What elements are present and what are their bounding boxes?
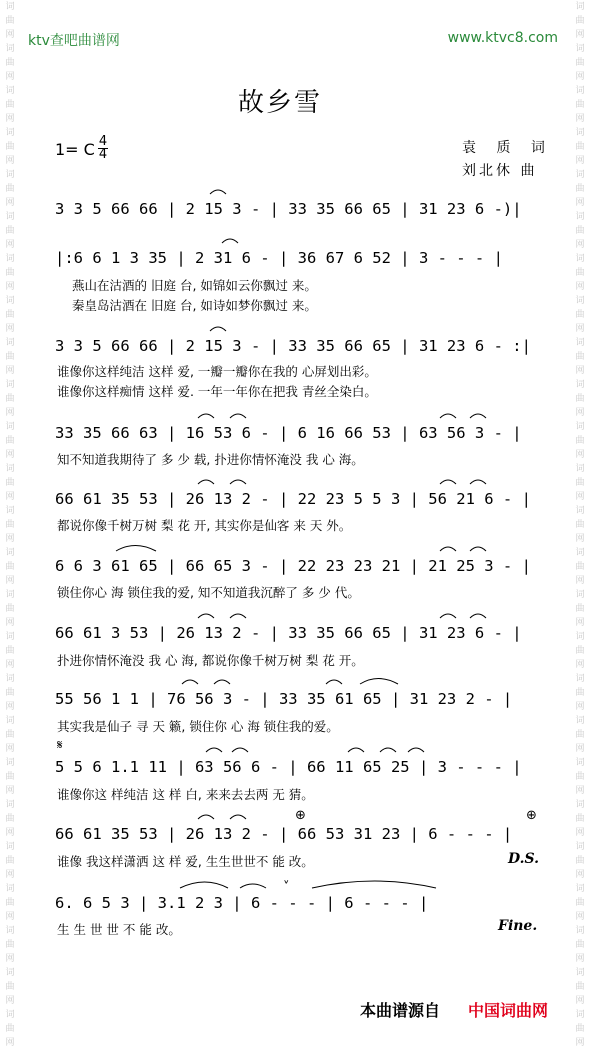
score-row-2-notes: |:6 6 1 3 35 | 2 31 6 - | 36 67 6 52 | 3 - - - | bbox=[55, 249, 503, 267]
score-row-10-notes: 66 61 35 53 | 26 13 2 - | 66 53 31 23 | 6 - - - | bbox=[55, 825, 513, 843]
score-row-10-lyric: 谁像 我这样潇洒 这 样 爱, 生生世世不 能 改。 bbox=[57, 854, 314, 869]
watermark-char: 网 bbox=[5, 534, 15, 544]
watermark-char: 词 bbox=[5, 758, 15, 768]
watermark-char: 网 bbox=[5, 198, 15, 208]
watermark-char: 曲 bbox=[575, 352, 585, 362]
watermark-char: 词 bbox=[5, 926, 15, 936]
watermark-char: 网 bbox=[5, 1038, 15, 1046]
watermark-char: 曲 bbox=[5, 1024, 15, 1034]
watermark-char: 词 bbox=[575, 590, 585, 600]
score-row-8-lyric: 其实我是仙子 寻 天 籁, 锁住你 心 海 锁住我的爱。 bbox=[57, 719, 339, 734]
watermark-char: 词 bbox=[5, 170, 15, 180]
watermark-char: 网 bbox=[5, 282, 15, 292]
watermark-char: 曲 bbox=[5, 16, 15, 26]
watermark-char: 网 bbox=[5, 702, 15, 712]
watermark-char: 网 bbox=[5, 72, 15, 82]
watermark-char: 词 bbox=[5, 842, 15, 852]
watermark-char: 网 bbox=[575, 870, 585, 880]
watermark-char: 网 bbox=[575, 198, 585, 208]
watermark-char: 词 bbox=[575, 44, 585, 54]
watermark-char: 曲 bbox=[5, 310, 15, 320]
watermark-char: 网 bbox=[5, 408, 15, 418]
composer-credit: 刘北休 曲 bbox=[462, 163, 538, 179]
watermark-char: 网 bbox=[575, 1038, 585, 1046]
watermark-char: 词 bbox=[575, 170, 585, 180]
slur bbox=[232, 748, 248, 752]
watermark-char: 网 bbox=[575, 366, 585, 376]
score-row-11-lyric: 生 生 世 世 不 能 改。 bbox=[57, 922, 181, 937]
score-row-6-notes: 6 6 3 61 65 | 66 65 3 - | 22 23 23 21 | 21 25 3 - | bbox=[55, 557, 531, 575]
watermark-char: 曲 bbox=[5, 814, 15, 824]
watermark-char: 网 bbox=[575, 492, 585, 502]
watermark-char: 网 bbox=[575, 324, 585, 334]
score-row-5-notes: 66 61 35 53 | 26 13 2 - | 22 23 5 5 3 | 56 21 6 - | bbox=[55, 490, 531, 508]
watermark-char: 曲 bbox=[575, 982, 585, 992]
watermark-char: 词 bbox=[575, 338, 585, 348]
watermark-char: 网 bbox=[575, 618, 585, 628]
slur bbox=[470, 414, 486, 418]
slur bbox=[198, 815, 214, 819]
score-row-8-notes: 55 56 1 1 | 76 56 3 - | 33 35 61 65 | 31 23 2 - | bbox=[55, 690, 513, 708]
watermark-char: 网 bbox=[575, 996, 585, 1006]
watermark-char: 网 bbox=[575, 828, 585, 838]
watermark-char: 曲 bbox=[575, 58, 585, 68]
watermark-char: 词 bbox=[5, 716, 15, 726]
watermark-char: 词 bbox=[5, 86, 15, 96]
watermark-char: 曲 bbox=[5, 688, 15, 698]
watermark-char: 曲 bbox=[5, 856, 15, 866]
watermark-char: 词 bbox=[575, 674, 585, 684]
watermark-char: 曲 bbox=[5, 184, 15, 194]
watermark-char: 网 bbox=[575, 702, 585, 712]
score-row-4-notes: 33 35 66 63 | 16 53 6 - | 6 16 66 53 | 63 56 3 - | bbox=[55, 424, 522, 442]
watermark-char: 词 bbox=[5, 884, 15, 894]
watermark-char: 曲 bbox=[575, 100, 585, 110]
watermark-char: 词 bbox=[575, 506, 585, 516]
slur bbox=[222, 239, 238, 243]
watermark-char: 词 bbox=[5, 674, 15, 684]
watermark-char: 词 bbox=[5, 1010, 15, 1020]
watermark-char: 曲 bbox=[575, 478, 585, 488]
watermark-char: 词 bbox=[575, 212, 585, 222]
watermark-char: 网 bbox=[5, 618, 15, 628]
lyricist-credit: 袁 质 词 bbox=[462, 140, 553, 156]
watermark-char: 网 bbox=[575, 72, 585, 82]
watermark-char: 词 bbox=[575, 800, 585, 810]
watermark-char: 词 bbox=[5, 548, 15, 558]
score-row-3-notes: 3 3 5 66 66 | 2 15 3 - | 33 35 66 65 | 31 23 6 - :| bbox=[55, 337, 531, 355]
slur bbox=[470, 614, 486, 618]
score-row-2-lyric-1: 燕山在沽酒的 旧庭 台, 如锦如云你飘过 来。 bbox=[72, 278, 317, 293]
watermark-char: 曲 bbox=[5, 940, 15, 950]
watermark-char: 网 bbox=[575, 30, 585, 40]
watermark-char: 曲 bbox=[575, 940, 585, 950]
breath-mark: ˅ bbox=[283, 880, 290, 895]
watermark-char: 曲 bbox=[575, 184, 585, 194]
slur bbox=[180, 882, 228, 888]
watermark-char: 网 bbox=[575, 912, 585, 922]
watermark-char: 词 bbox=[575, 464, 585, 474]
slur bbox=[440, 480, 456, 484]
watermark-char: 网 bbox=[5, 492, 15, 502]
dal-segno-mark: D.S. bbox=[508, 851, 540, 867]
watermark-char: 词 bbox=[5, 44, 15, 54]
watermark-char: 网 bbox=[5, 996, 15, 1006]
watermark-char: 词 bbox=[575, 842, 585, 852]
watermark-char: 网 bbox=[575, 282, 585, 292]
watermark-char: 词 bbox=[5, 296, 15, 306]
watermark-char: 词 bbox=[5, 800, 15, 810]
watermark-char: 曲 bbox=[5, 478, 15, 488]
slur bbox=[198, 414, 214, 418]
slur bbox=[326, 680, 342, 684]
slur bbox=[440, 547, 456, 551]
score-row-7-notes: 66 61 3 53 | 26 13 2 - | 33 35 66 65 | 31 23 6 - | bbox=[55, 624, 522, 642]
watermark-char: 网 bbox=[575, 114, 585, 124]
slur bbox=[198, 614, 214, 618]
watermark-char: 词 bbox=[575, 548, 585, 558]
segno-sign: 𝄋 bbox=[57, 738, 63, 753]
watermark-char: 网 bbox=[575, 660, 585, 670]
slur bbox=[116, 546, 156, 552]
slur bbox=[360, 679, 398, 685]
score-row-6-lyric: 锁住你心 海 锁住我的爱, 知不知道我沉醉了 多 少 代。 bbox=[57, 585, 360, 600]
watermark-char: 曲 bbox=[575, 1024, 585, 1034]
watermark-char: 词 bbox=[575, 758, 585, 768]
watermark-char: 网 bbox=[575, 450, 585, 460]
slur bbox=[230, 614, 246, 618]
watermark-char: 词 bbox=[575, 2, 585, 12]
song-title: 故乡雪 bbox=[237, 88, 322, 118]
slur bbox=[440, 614, 456, 618]
watermark-char: 网 bbox=[575, 744, 585, 754]
watermark-char: 词 bbox=[5, 968, 15, 978]
watermark-char: 词 bbox=[5, 632, 15, 642]
watermark-char: 词 bbox=[575, 380, 585, 390]
watermark-char: 网 bbox=[5, 240, 15, 250]
watermark-char: 网 bbox=[5, 786, 15, 796]
watermark-char: 网 bbox=[5, 30, 15, 40]
watermark-char: 网 bbox=[575, 408, 585, 418]
score-row-1-notes: 3 3 5 66 66 | 2 15 3 - | 33 35 66 65 | 31 23 6 -)| bbox=[55, 200, 522, 218]
watermark-char: 词 bbox=[575, 632, 585, 642]
slur bbox=[312, 881, 436, 888]
slur bbox=[230, 815, 246, 819]
score-row-5-lyric: 都说你像千树万树 梨 花 开, 其实你是仙客 来 天 外。 bbox=[57, 518, 352, 533]
watermark-char: 曲 bbox=[5, 562, 15, 572]
watermark-char: 曲 bbox=[5, 226, 15, 236]
watermark-char: 词 bbox=[5, 128, 15, 138]
watermark-char: 网 bbox=[575, 576, 585, 586]
watermark-char: 曲 bbox=[5, 604, 15, 614]
watermark-char: 网 bbox=[5, 576, 15, 586]
slur bbox=[210, 190, 226, 194]
watermark-char: 曲 bbox=[575, 856, 585, 866]
watermark-char: 词 bbox=[575, 716, 585, 726]
watermark-char: 网 bbox=[5, 324, 15, 334]
watermark-char: 曲 bbox=[575, 436, 585, 446]
footer-source-label: 本曲谱源自 bbox=[360, 1001, 441, 1020]
watermark-char: 词 bbox=[575, 254, 585, 264]
time-signature-top: 4 bbox=[98, 134, 108, 149]
slur bbox=[182, 680, 198, 684]
slur bbox=[348, 748, 364, 752]
watermark-char: 词 bbox=[5, 464, 15, 474]
watermark-char: 词 bbox=[575, 968, 585, 978]
watermark-char: 词 bbox=[575, 86, 585, 96]
watermark-char: 网 bbox=[5, 828, 15, 838]
slur bbox=[230, 480, 246, 484]
watermark-char: 网 bbox=[575, 240, 585, 250]
watermark-char: 网 bbox=[5, 744, 15, 754]
watermark-char: 曲 bbox=[5, 520, 15, 530]
watermark-char: 曲 bbox=[5, 730, 15, 740]
coda-sign-2: ⊕ bbox=[526, 808, 537, 823]
score-row-3-lyric-2: 谁像你这样痴情 这样 爱. 一年一年你在把我 青丝全染白。 bbox=[57, 384, 377, 399]
watermark-char: 曲 bbox=[5, 394, 15, 404]
watermark-char: 曲 bbox=[5, 772, 15, 782]
score-row-2-lyric-2: 秦皇岛沽酒在 旧庭 台, 如诗如梦你飘过 来。 bbox=[72, 298, 317, 313]
score-row-9-lyric: 谁像你这 样纯洁 这 样 白, 来来去去两 无 猜。 bbox=[57, 787, 314, 802]
watermark-char: 词 bbox=[5, 338, 15, 348]
score-row-11-notes: 6. 6 5 3 | 3.1 2 3 | 6 - - - | 6 - - - | bbox=[55, 894, 429, 912]
slur bbox=[380, 748, 396, 752]
watermark-char: 网 bbox=[5, 870, 15, 880]
watermark-char: 网 bbox=[5, 450, 15, 460]
watermark-char: 曲 bbox=[575, 394, 585, 404]
watermark-char: 曲 bbox=[5, 436, 15, 446]
watermark-char: 网 bbox=[575, 156, 585, 166]
watermark-char: 曲 bbox=[5, 898, 15, 908]
time-signature-bottom: 4 bbox=[98, 147, 108, 162]
key-signature: 1= C bbox=[55, 140, 95, 159]
site-name-header[interactable]: ktv查吧曲谱网 bbox=[28, 33, 120, 49]
watermark-char: 词 bbox=[5, 422, 15, 432]
watermark-char: 曲 bbox=[575, 310, 585, 320]
watermark-char: 曲 bbox=[575, 520, 585, 530]
score-row-9-notes: 5 5 6 1.1 11 | 63 56 6 - | 66 11 65 25 | 3 - - - | bbox=[55, 758, 522, 776]
watermark-char: 网 bbox=[575, 954, 585, 964]
watermark-char: 曲 bbox=[5, 100, 15, 110]
watermark-char: 曲 bbox=[575, 16, 585, 26]
slur bbox=[440, 414, 456, 418]
footer-site-link[interactable]: 中国词曲网 bbox=[468, 1001, 549, 1020]
watermark-char: 网 bbox=[5, 156, 15, 166]
score-row-3-lyric-1: 谁像你这样纯洁 这样 爱, 一瓣一瓣你在我的 心屏划出彩。 bbox=[57, 364, 377, 379]
watermark-char: 网 bbox=[5, 660, 15, 670]
watermark-char: 曲 bbox=[575, 688, 585, 698]
watermark-char: 曲 bbox=[575, 562, 585, 572]
watermark-char: 词 bbox=[575, 296, 585, 306]
slur bbox=[240, 884, 266, 888]
score-row-4-lyric: 知不知道我期待了 多 少 载, 扑进你情怀淹没 我 心 海。 bbox=[57, 452, 364, 467]
watermark-char: 词 bbox=[575, 926, 585, 936]
watermark-char: 曲 bbox=[575, 604, 585, 614]
fine-mark: Fine. bbox=[498, 918, 538, 934]
watermark-char: 曲 bbox=[575, 730, 585, 740]
slur bbox=[198, 480, 214, 484]
watermark-char: 曲 bbox=[5, 646, 15, 656]
watermark-char: 网 bbox=[575, 786, 585, 796]
slur bbox=[206, 748, 222, 752]
watermark-char: 曲 bbox=[575, 268, 585, 278]
slur bbox=[214, 680, 230, 684]
watermark-char: 曲 bbox=[575, 814, 585, 824]
watermark-char: 词 bbox=[575, 1010, 585, 1020]
watermark-char: 曲 bbox=[5, 982, 15, 992]
score-row-7-lyric: 扑进你情怀淹没 我 心 海, 都说你像千树万树 梨 花 开。 bbox=[57, 653, 364, 668]
watermark-char: 网 bbox=[5, 954, 15, 964]
watermark-char: 词 bbox=[5, 2, 15, 12]
watermark-char: 词 bbox=[5, 212, 15, 222]
watermark-char: 曲 bbox=[575, 646, 585, 656]
watermark-char: 词 bbox=[575, 884, 585, 894]
watermark-char: 网 bbox=[5, 114, 15, 124]
watermark-char: 曲 bbox=[5, 268, 15, 278]
watermark-char: 曲 bbox=[5, 58, 15, 68]
watermark-char: 词 bbox=[575, 128, 585, 138]
watermark-char: 词 bbox=[5, 506, 15, 516]
watermark-char: 词 bbox=[5, 590, 15, 600]
slur bbox=[408, 748, 424, 752]
slur bbox=[210, 327, 226, 331]
slur bbox=[470, 480, 486, 484]
watermark-char: 曲 bbox=[575, 772, 585, 782]
watermark-char: 曲 bbox=[575, 226, 585, 236]
watermark-char: 词 bbox=[575, 422, 585, 432]
watermark-char: 词 bbox=[5, 254, 15, 264]
watermark-char: 网 bbox=[5, 366, 15, 376]
watermark-char: 网 bbox=[575, 534, 585, 544]
watermark-char: 曲 bbox=[575, 898, 585, 908]
watermark-char: 词 bbox=[5, 380, 15, 390]
site-url-header[interactable]: www.ktvc8.com bbox=[447, 30, 558, 46]
watermark-char: 曲 bbox=[575, 142, 585, 152]
coda-sign-1: ⊕ bbox=[295, 808, 306, 823]
watermark-char: 曲 bbox=[5, 352, 15, 362]
watermark-char: 网 bbox=[5, 912, 15, 922]
watermark-char: 曲 bbox=[5, 142, 15, 152]
slur bbox=[230, 414, 246, 418]
slur bbox=[470, 547, 486, 551]
